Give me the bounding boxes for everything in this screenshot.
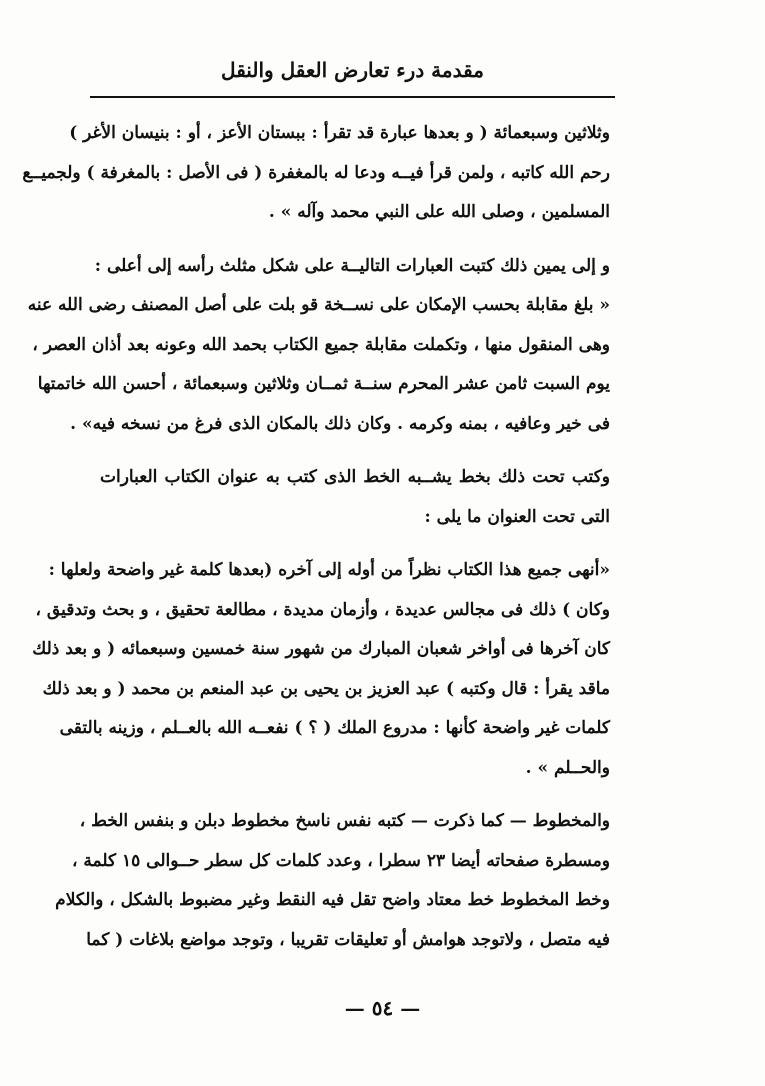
- text-line: فيه متصل ، ولاتوجد هوامش أو تعليقات تقريبا ، وتوجد مواضع بلاغات ( كما: [86, 929, 610, 950]
- text-line: و إلى يمين ذلك كتبت العبارات التاليــة على شكل مثلث رأسه إلى أعلى :: [94, 255, 610, 276]
- text-line: فى خير وعافيه ، بمنه وكرمه . وكان ذلك بالمكان الذى فرغ من نسخه فيه» .: [70, 413, 610, 434]
- text-line: وكان ) ذلك فى مجالس عديدة ، وأزمان مديدة ، مطالعة تحقيق ، و بحث وتدقيق ،: [35, 599, 610, 620]
- paragraph: [22, 114, 610, 233]
- text-line: ومسطرة صفحاته أيضا ٢٣ سطرا ، وعدد كلمات كل سطر حــوالى ١٥ كلمة ،: [72, 850, 610, 871]
- text-line: يوم السبت ثامن عشر المحرم سنــة ثمــان وثلاثين وسبعمائة ، أحسن الله خاتمتها: [37, 374, 610, 394]
- text-line: «أنهى جميع هذا الكتاب نظراً من أوله إلى آخره (بعدها كلمة غير واضحة ولعلها :: [48, 560, 610, 580]
- text-line: والمخطوط — كما ذكرت — كتبه نفس ناسخ مخطوط دبلن و بنفس الخط ،: [79, 811, 610, 831]
- text-line: المسلمين ، وصلى الله على النبي محمد وآله » .: [268, 202, 610, 222]
- text-line: وكتب تحت ذلك بخط يشــبه الخط الذى كتب به عنوان الكتاب العبارات: [100, 467, 610, 487]
- paragraph: [100, 458, 610, 537]
- paragraph: [55, 802, 610, 960]
- text-line: والحــلم » .: [525, 757, 610, 778]
- paragraph: [27, 247, 610, 445]
- text-line: وخط المخطوط خط معتاد واضح تقل فيه النقط وغير مضبوط بالشكل ، والكلام: [55, 890, 610, 910]
- text-line: وهى المنقول منها ، وتكملت مقابلة جميع الكتاب بحمد الله وعونه بعد أذان العصر ،: [32, 334, 610, 355]
- running-header-title: مقدمة درء تعارض العقل والنقل: [221, 58, 484, 82]
- text-line: « بلغ مقابلة بحسب الإمكان على نســخة قو بلت على أصل المصنف رضى الله عنه: [27, 295, 610, 315]
- page-body: [22, 114, 610, 974]
- text-line: وثلاثين وسبعمائة ( و بعدها عبارة قد تقرأ : ببستان الأعز ، أو : بنيسان الأغر ): [69, 123, 610, 143]
- header-rule: [90, 96, 615, 98]
- text-line: رحم الله كاتبه ، ولمن قرأ فيــه ودعا له بالمغفرة ( فى الأصل : بالمغرفة ) ولجميــع: [22, 162, 610, 183]
- text-line: كان آخرها فى أواخر شعبان المبارك من شهور سنة خمسين وسبعمائه ( و بعد ذلك: [32, 639, 610, 659]
- text-line: التى تحت العنوان ما يلى :: [424, 506, 610, 527]
- text-line: ماقد يقرأ : قال وكتبه ) عبد العزيز بن يحيى بن عبد المنعم بن محمد ( و بعد ذلك: [42, 678, 610, 699]
- page-number: — ٥٤ —: [344, 996, 421, 1020]
- text-line: كلمات غير واضحة كأنها : مدروع الملك ( ؟ ) نفعــه الله بالعــلم ، وزينه بالتقى: [59, 718, 610, 738]
- paragraph: [32, 551, 610, 788]
